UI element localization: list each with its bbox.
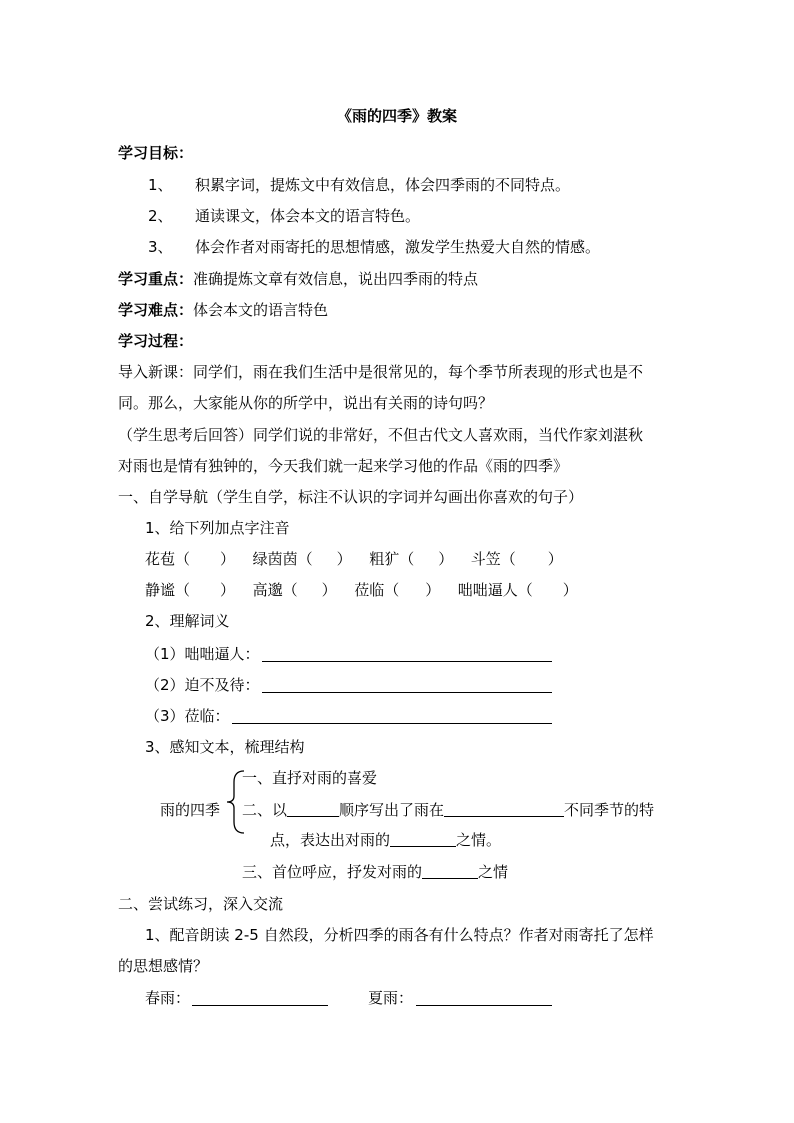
objective-number: 3、 bbox=[148, 238, 173, 256]
intro-line: 同。那么，大家能从你的所学中，说出有关雨的诗句吗？ bbox=[118, 394, 494, 412]
answer-blank[interactable] bbox=[390, 831, 456, 847]
answer-line[interactable] bbox=[262, 661, 552, 662]
section1-heading: 一、自学导航（学生自学，标注不认识的字词并勾画出你喜欢的句子） bbox=[118, 488, 584, 506]
pinyin-row bbox=[145, 580, 578, 600]
spring-label: 春雨： bbox=[145, 989, 191, 1007]
word-close: ） bbox=[438, 550, 454, 568]
vocab-item: （1）咄咄逼人： bbox=[145, 645, 260, 663]
word-item: 斗笠（ bbox=[470, 550, 516, 568]
structure-item: 一、直抒对雨的喜爱 bbox=[242, 769, 378, 787]
section2-heading: 二、尝试练习，深入交流 bbox=[118, 895, 284, 913]
structure-text: 之情。 bbox=[456, 831, 502, 849]
structure-root: 雨的四季 bbox=[160, 801, 221, 819]
word-item: 高邈（ bbox=[252, 581, 298, 599]
word-close: ） bbox=[425, 581, 441, 599]
objective-text: 体会作者对雨寄托的思想情感，激发学生热爱大自然的情感。 bbox=[195, 238, 601, 256]
question-line: 1、配音朗读 2-5 自然段，分析四季的雨各有什么特点？作者对雨寄托了怎样 bbox=[145, 926, 654, 944]
difficulty-text: 体会本文的语言特色 bbox=[193, 301, 329, 319]
summer-label: 夏雨： bbox=[368, 989, 414, 1007]
word-close: ） bbox=[220, 550, 236, 568]
answer-line[interactable] bbox=[262, 692, 552, 693]
page-title: 《雨的四季》教案 bbox=[336, 107, 457, 125]
structure-item bbox=[270, 830, 501, 850]
intro-line: 对雨也是情有独钟的，今天我们就一起来学习他的作品《雨的四季》 bbox=[118, 457, 569, 475]
word-item: 粗犷（ bbox=[369, 550, 415, 568]
vocab-item: （2）迫不及待： bbox=[145, 676, 260, 694]
intro-line: （学生思考后回答）同学们说的非常好，不但古代文人喜欢雨，当代作家刘湛秋 bbox=[118, 426, 644, 444]
answer-blank[interactable] bbox=[287, 801, 339, 817]
task2-label: 2、理解词义 bbox=[145, 612, 230, 630]
word-item: 咄咄逼人（ bbox=[457, 581, 533, 599]
structure-item bbox=[242, 800, 654, 820]
answer-line[interactable] bbox=[416, 1005, 552, 1006]
word-item: 花苞（ bbox=[145, 550, 191, 568]
structure-text: 顺序写出了雨在 bbox=[339, 801, 445, 819]
pinyin-row bbox=[145, 549, 563, 569]
word-item: 莅临（ bbox=[354, 581, 400, 599]
difficulty bbox=[118, 300, 328, 320]
word-close: ） bbox=[547, 550, 563, 568]
word-close: ） bbox=[336, 550, 352, 568]
objective-number: 1、 bbox=[148, 176, 173, 194]
structure-text: 二、以 bbox=[242, 801, 288, 819]
process-heading: 学习过程： bbox=[118, 332, 194, 350]
question-line: 的思想感情？ bbox=[118, 957, 209, 975]
task1-label: 1、给下列加点字注音 bbox=[145, 519, 290, 537]
difficulty-label: 学习难点： bbox=[118, 301, 194, 319]
vocab-item: （3）莅临： bbox=[145, 707, 230, 725]
structure-item bbox=[242, 862, 508, 882]
structure-text: 三、首位呼应，抒发对雨的 bbox=[242, 863, 423, 881]
structure-text: 点，表达出对雨的 bbox=[270, 831, 391, 849]
intro-line: 导入新课：同学们，雨在我们生活中是很常见的，每个季节所表现的形式也是不 bbox=[118, 363, 644, 381]
word-item: 静谧（ bbox=[145, 581, 191, 599]
word-item: 绿茵茵（ bbox=[252, 550, 313, 568]
structure-text: 之情 bbox=[478, 863, 509, 881]
key-point-label: 学习重点： bbox=[118, 270, 194, 288]
key-point bbox=[118, 269, 478, 289]
task3-label: 3、感知文本，梳理结构 bbox=[145, 738, 305, 756]
word-close: ） bbox=[220, 581, 236, 599]
objectives-heading: 学习目标： bbox=[118, 144, 194, 162]
answer-blank[interactable] bbox=[444, 801, 564, 817]
answer-line[interactable] bbox=[232, 723, 552, 724]
key-point-text: 准确提炼文章有效信息，说出四季雨的特点 bbox=[193, 270, 479, 288]
word-close: ） bbox=[562, 581, 578, 599]
structure-text: 不同季节的特 bbox=[564, 801, 655, 819]
answer-line[interactable] bbox=[192, 1005, 328, 1006]
answer-blank[interactable] bbox=[422, 863, 478, 879]
objective-text: 通读课文，体会本文的语言特色。 bbox=[195, 207, 421, 225]
objective-text: 积累字词，提炼文中有效信息，体会四季雨的不同特点。 bbox=[195, 176, 571, 194]
word-close: ） bbox=[321, 581, 337, 599]
objective-number: 2、 bbox=[148, 207, 173, 225]
